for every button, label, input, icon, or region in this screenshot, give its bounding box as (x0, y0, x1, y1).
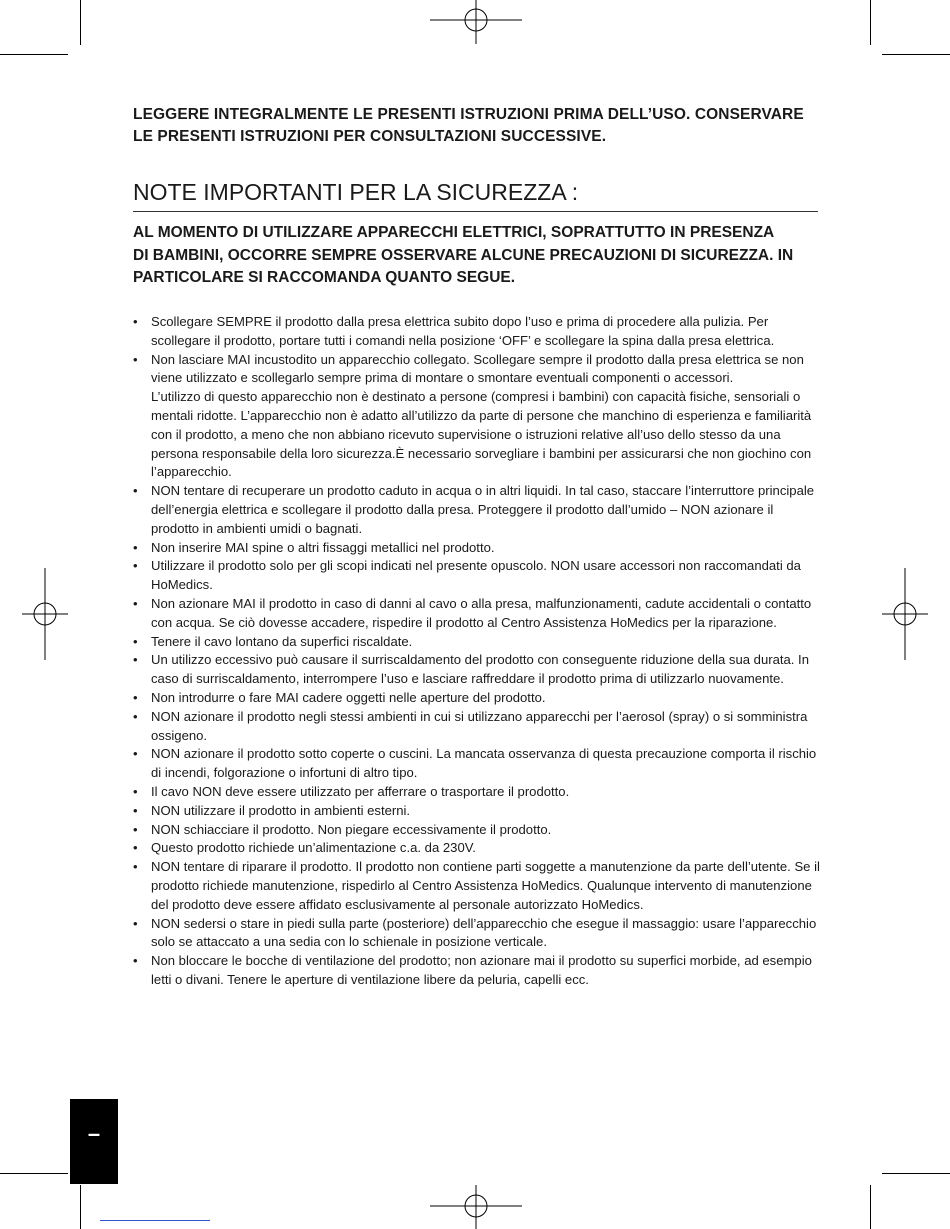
bullet-icon: • (133, 821, 138, 837)
list-item (133, 313, 823, 351)
bullet-icon: • (133, 859, 138, 875)
list-item-text: NON schiacciare il prodotto. Non piegare eccessivamente il prodotto. (151, 821, 552, 837)
bullet-icon: • (133, 633, 138, 649)
list-item (133, 482, 823, 538)
crop-mark (870, 0, 871, 45)
warning-line: LE PRESENTI ISTRUZIONI PER CONSULTAZIONI SUCCESSIVE. (133, 128, 607, 145)
list-item-extra-text: L’utilizzo di questo apparecchio non è destinato a persone (compresi i bambini) con capacità fisiche, sensoriali o mentali ridotte. L’apparecchio non è adatto all’utilizzo da parte di persone che manchino di esperienza e familiarità con il prodotto, a meno che non abbiano ricevuto supervisione o istruzioni relative all’uso dello stesso da una persona responsabile della loro sicurezza.È necessario sorvegliare i bambini per assicurarsi che non giochino con l’apparecchio. (151, 389, 812, 480)
crop-mark (882, 1173, 950, 1174)
bullet-icon: • (133, 558, 138, 574)
list-item-text: NON azionare il prodotto negli stessi ambienti in cui si utilizzano apparecchi per l’aerosol (spray) o si somministra ossigeno. (151, 708, 808, 743)
list-item (133, 783, 823, 802)
bullet-icon: • (133, 314, 138, 329)
intro-line: DI BAMBINI, OCCORRE SEMPRE OSSERVARE ALCUNE PRECAUZIONI DI SICUREZZA. IN (133, 246, 794, 264)
list-item-text: Non bloccare le bocche di ventilazione del prodotto; non azionare mai il prodotto su superfici morbide, ad esempio letti o divani. Tenere le aperture di ventilazione libere da peluria, capelli ecc. (151, 953, 812, 987)
list-item (133, 915, 823, 953)
read-instructions-warning (133, 104, 823, 148)
bullet-icon: • (133, 483, 138, 499)
bullet-icon: • (133, 953, 138, 969)
list-item (133, 557, 823, 595)
crop-mark (882, 54, 950, 55)
bullet-icon: • (133, 915, 138, 931)
safety-instructions-list (133, 313, 823, 990)
list-item-text: Scollegare SEMPRE il prodotto dalla presa elettrica subito dopo l’uso e prima di procedere alla pulizia. Per scollegare il prodotto, portare tutti i comandi nella posizione ‘OFF’ e scollegare la spina dalla presa elettrica. (151, 314, 775, 348)
crop-mark (80, 1185, 81, 1229)
list-item (133, 821, 823, 840)
list-item (133, 351, 823, 483)
list-item-text: Non introdurre o fare MAI cadere oggetti nelle aperture del prodotto. (151, 689, 546, 705)
list-item (133, 539, 823, 558)
intro-line: AL MOMENTO DI UTILIZZARE APPARECCHI ELETTRICI, SOPRATTUTTO IN PRESENZA (133, 224, 775, 241)
crop-mark (870, 1185, 871, 1229)
warning-line: LEGGERE INTEGRALMENTE LE PRESENTI ISTRUZIONI PRIMA DELL’USO. CONSERVARE (133, 106, 804, 123)
list-item (133, 802, 823, 821)
list-item-text: NON tentare di riparare il prodotto. Il prodotto non contiene parti soggette a manutenzione da parte dell’utente. Se il prodotto richiede manutenzione, rispedirlo al Centro Assistenza HoMedics. Qualunque intervento di manutenzione del prodotto deve essere affidato esclusivamente al personale autorizzato HoMedics. (151, 859, 820, 912)
bullet-icon: • (133, 652, 138, 668)
list-item-text: NON tentare di recuperare un prodotto caduto in acqua o in altri liquidi. In tal caso, staccare l’interruttore principale dell’energia elettrica e scollegare il prodotto dalla presa. Proteggere il prodotto dall’umido – NON azionare il prodotto in ambienti umidi o bagnati. (151, 483, 815, 536)
registration-mark-bottom (430, 1185, 522, 1229)
list-item (133, 595, 823, 633)
crop-mark (0, 54, 68, 55)
footer-rule (100, 1220, 210, 1221)
list-item (133, 633, 823, 652)
bullet-icon: • (133, 689, 138, 705)
page-tab: – (70, 1099, 118, 1184)
bullet-icon: • (133, 351, 138, 367)
section-title: NOTE IMPORTANTI PER LA SICUREZZA : (133, 176, 818, 212)
bullet-icon: • (133, 746, 138, 762)
bullet-icon: • (133, 708, 138, 724)
crop-mark (0, 1173, 68, 1174)
registration-mark-right (882, 568, 928, 660)
bullet-icon: • (133, 783, 138, 799)
list-item-text: Utilizzare il prodotto solo per gli scopi indicati nel presente opuscolo. NON usare accessori non raccomandati da HoMedics. (151, 558, 801, 593)
list-item-text: Il cavo NON deve essere utilizzato per afferrare o trasportare il prodotto. (151, 783, 570, 799)
list-item-text: NON sedersi o stare in piedi sulla parte (posteriore) dell’apparecchio che esegue il massaggio: usare l’apparecchio solo se attaccato a una sedia con lo schienale in posizione verticale. (151, 915, 817, 950)
crop-mark (80, 0, 81, 45)
bullet-icon: • (133, 840, 138, 856)
list-item-text: NON azionare il prodotto sotto coperte o cuscini. La mancata osservanza di questa precauzione comporta il rischio di incendi, folgorazione o infortuni di altro tipo. (151, 746, 817, 781)
list-item (133, 952, 823, 990)
registration-mark-left (22, 568, 68, 660)
registration-mark-top (430, 0, 522, 44)
bullet-icon: • (133, 539, 138, 555)
list-item-text: Questo prodotto richiede un’alimentazione c.a. da 230V. (151, 840, 476, 856)
list-item-text: Tenere il cavo lontano da superfici riscaldate. (151, 633, 413, 649)
list-item-text: Non azionare MAI il prodotto in caso di danni al cavo o alla presa, malfunzionamenti, cadute accidentali o contatto con acqua. Se ciò dovesse accadere, rispedire il prodotto al Centro Assistenza HoMedics per la riparazione. (151, 595, 812, 630)
list-item-text: Un utilizzo eccessivo può causare il surriscaldamento del prodotto con conseguente riduzione della sua durata. In caso di surriscaldamento, interrompere l’uso e lasciare raffreddare il prodotto prima di utilizzarlo nuovamente. (151, 652, 809, 687)
safety-intro (133, 222, 823, 290)
list-item (133, 651, 823, 689)
list-item (133, 689, 823, 708)
bullet-icon: • (133, 802, 138, 818)
list-item-text: Non lasciare MAI incustodito un apparecchio collegato. Scollegare sempre il prodotto dalla presa elettrica se non viene utilizzato e scollegarlo sempre prima di montare o smontare eventuali componenti o accessori. (151, 351, 804, 386)
list-item (133, 708, 823, 746)
intro-line: PARTICOLARE SI RACCOMANDA QUANTO SEGUE. (133, 269, 516, 286)
list-item (133, 839, 823, 858)
list-item-text: NON utilizzare il prodotto in ambienti esterni. (151, 802, 411, 818)
list-item-text: Non inserire MAI spine o altri fissaggi metallici nel prodotto. (151, 539, 495, 555)
list-item (133, 745, 823, 783)
bullet-icon: • (133, 595, 138, 611)
list-item (133, 858, 823, 914)
